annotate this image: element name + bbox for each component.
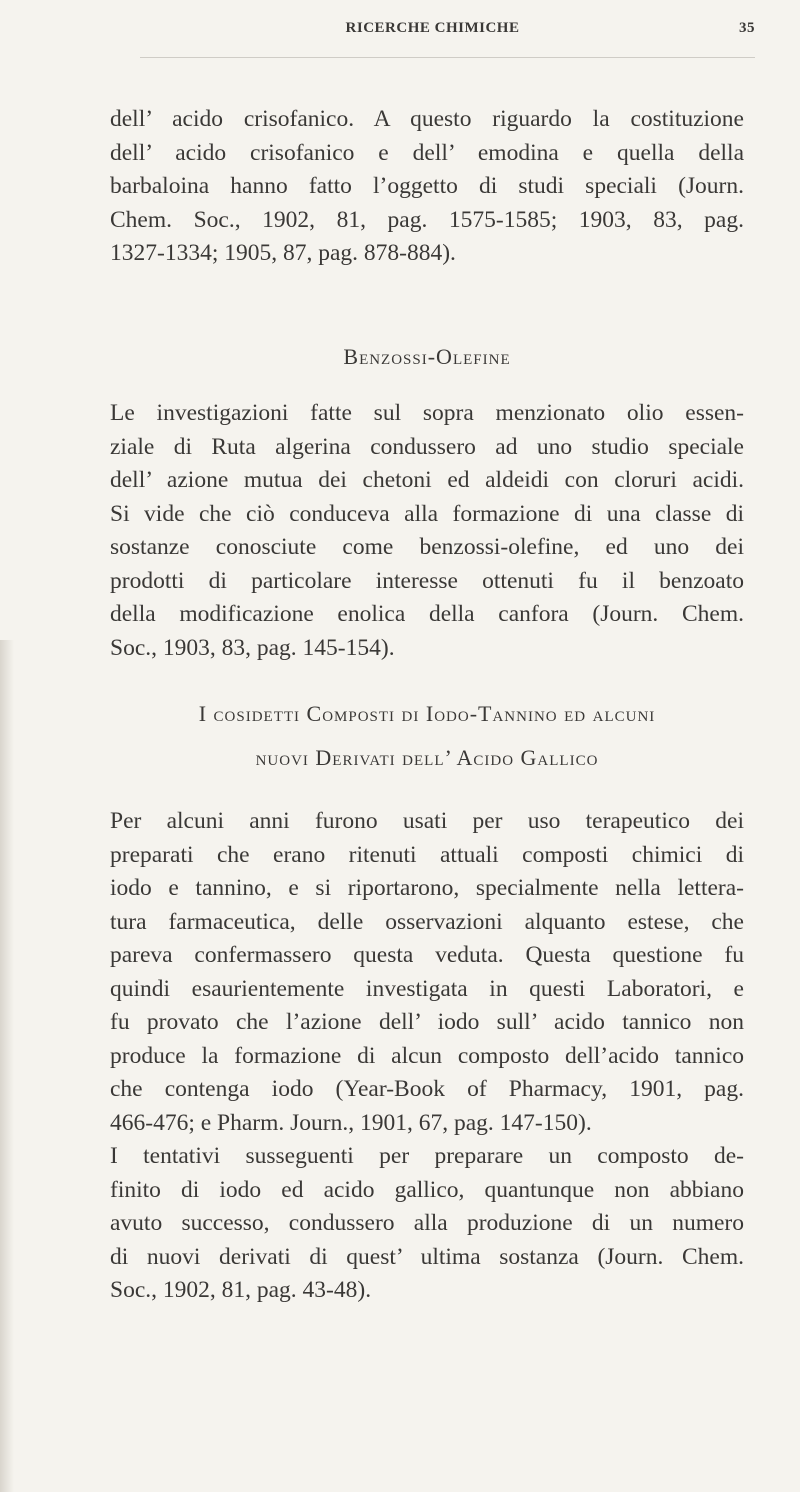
text-line: I tentativi susseguenti per preparare un composto de- xyxy=(110,1143,744,1169)
section-heading-iodo-tannino-line1: I cosidetti Composti di Iodo-Tannino ed alcuni xyxy=(198,701,656,726)
text-line: finito di iodo ed acido gallico, quantunque non abbiano xyxy=(110,1176,744,1203)
binding-shadow xyxy=(0,640,14,1492)
paragraph-acido-gallico xyxy=(110,1140,744,1308)
text-line: ziale di Ruta algerina condussero ad uno studio speciale xyxy=(110,433,744,460)
text-line: che contenga iodo (Year-Book of Pharmacy, 1901, pag. xyxy=(110,1076,744,1102)
paragraph-crisofanico xyxy=(110,103,744,271)
text-line: dell’ acido crisofanico. A questo riguardo la costituzione xyxy=(110,106,744,132)
header-rule xyxy=(140,57,755,58)
text-line: prodotti di particolare interesse ottenuti fu il benzoato xyxy=(110,567,744,594)
text-line: della modificazione enolica della canfora (Journ. Chem. xyxy=(110,601,744,627)
paragraph-benzossi xyxy=(110,397,744,665)
running-head xyxy=(110,20,755,50)
text-line: Soc., 1902, 81, pag. 43-48). xyxy=(110,1277,372,1303)
text-line: quindi esaurientemente investigata in questi Laboratori, e xyxy=(110,975,744,1002)
text-line: barbaloina hanno fatto l’oggetto di studi speciali (Journ. xyxy=(110,173,744,199)
text-line: Le investigazioni fatte sul sopra menzionato olio essen- xyxy=(110,400,744,426)
text-line: Chem. Soc., 1902, 81, pag. 1575-1585; 1903, 83, pag. xyxy=(110,206,744,233)
text-line: produce la formazione di alcun composto dell’acido tannico xyxy=(110,1042,744,1069)
text-line: avuto successo, condussero alla produzione di un numero xyxy=(110,1210,744,1236)
text-line: fu provato che l’azione dell’ iodo sull’ acido tannico non xyxy=(110,1009,744,1035)
text-line: sostanze conosciute come benzossi-olefine, ed uno dei xyxy=(110,534,744,560)
text-line: di nuovi derivati di quest’ ultima sostanza (Journ. Chem. xyxy=(110,1243,744,1270)
text-line: Si vide che ciò conduceva alla formazione di una classe di xyxy=(110,500,744,527)
text-line: dell’ acido crisofanico e dell’ emodina e quella della xyxy=(110,139,744,166)
text-line: preparati che erano ritenuti attuali composti chimici di xyxy=(110,841,744,868)
text-line: dell’ azione mutua dei chetoni ed aldeidi con cloruri acidi. xyxy=(110,467,744,493)
section-heading-iodo-tannino-line2: nuovi Derivati dell’ Acido Gallico xyxy=(255,745,599,770)
section-heading-benzossi: Benzossi-Olefine xyxy=(343,344,511,369)
page-number: 35 xyxy=(739,20,755,36)
text-line: iodo e tannino, e si riportarono, specialmente nella lettera- xyxy=(110,875,744,901)
text-line: tura farmaceutica, delle osservazioni alquanto estese, che xyxy=(110,908,744,935)
text-line: Soc., 1903, 83, pag. 145-154). xyxy=(110,634,395,661)
text-line: Per alcuni anni furono usati per uso terapeutico dei xyxy=(110,808,744,834)
text-line: 1327-1334; 1905, 87, pag. 878-884). xyxy=(110,240,456,266)
running-head-title: RICERCHE CHIMICHE xyxy=(345,20,520,36)
paragraph-iodo-tannino xyxy=(110,805,744,1140)
text-line: pareva confermassero questa veduta. Questa questione fu xyxy=(110,942,744,968)
text-line: 466-476; e Pharm. Journ., 1901, 67, pag. 147-150). xyxy=(110,1109,592,1136)
